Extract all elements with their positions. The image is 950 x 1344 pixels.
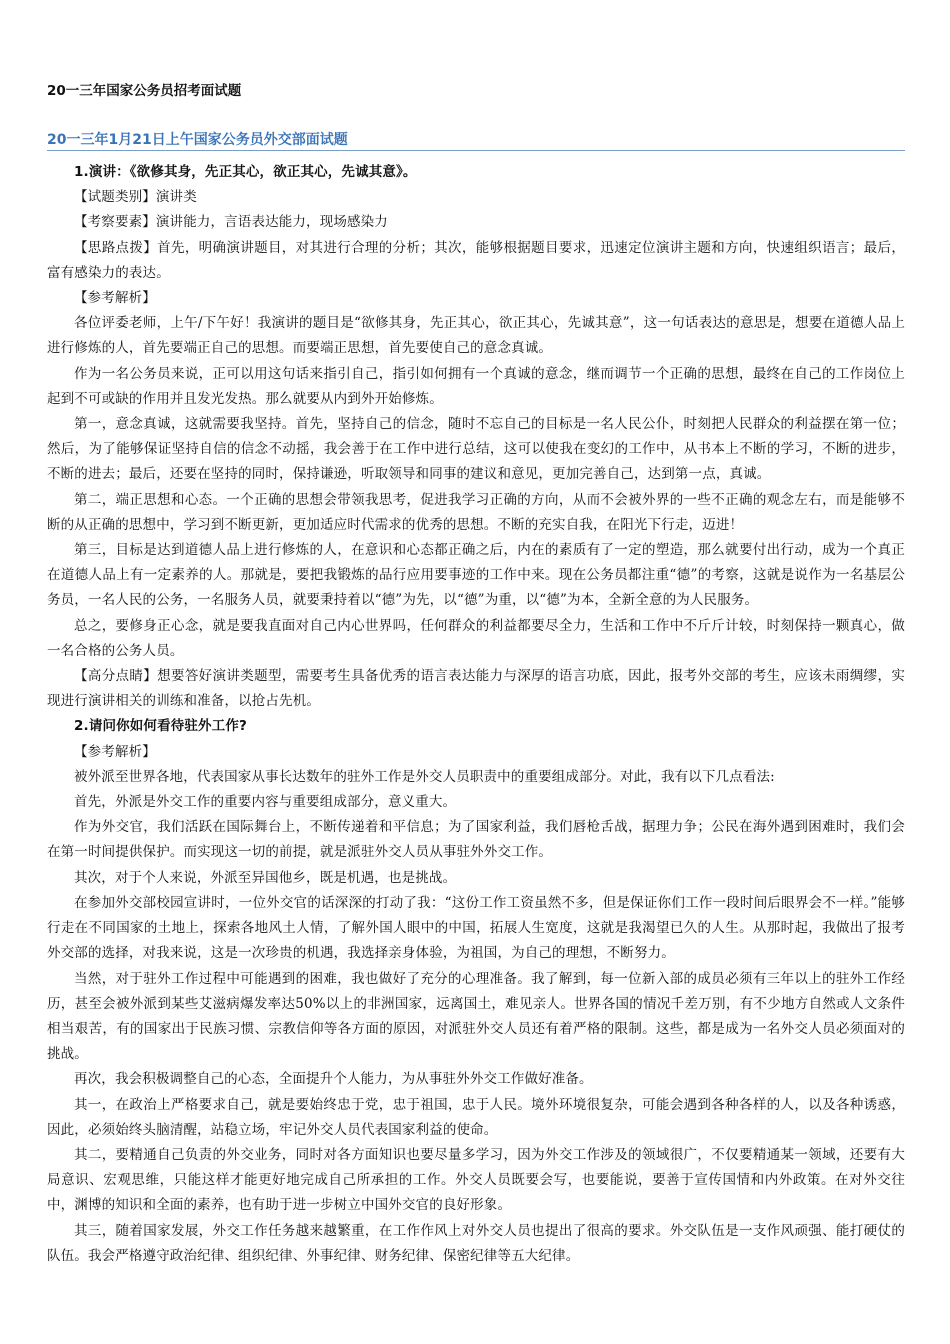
document-title: 20一三年国家公务员招考面试题 [47, 83, 242, 99]
question-heading-2: 2.请问你如何看待驻外工作? [74, 718, 247, 735]
paragraph: 其一，在政治上严格要求自己，就是要始终忠于党，忠于祖国，忠于人民。境外环境很复杂，可能会遇到各种各样的人，以及各种诱惑，因此，必须始终头脑清醒，站稳立场，牢记外交人员代表国家利益的使命。 [47, 1096, 905, 1138]
paragraph: 【高分点睛】想要答好演讲类题型，需要考生具备优秀的语言表达能力与深厚的语言功底，因此，报考外交部的考生，应该未雨绸缪，实现进行演讲相关的训练和准备，以抢占先机。 [47, 668, 905, 710]
paragraph: 【参考解析】 [74, 290, 156, 307]
paragraph: 作为外交官，我们活跃在国际舞台上，不断传递着和平信息；为了国家利益，我们唇枪舌战，据理力争；公民在海外遇到困难时，我们会在第一时间提供保护。而实现这一切的前提，就是派驻外交人员从事驻外外交工作。 [47, 819, 905, 861]
section-heading: 20一三年1月21日上午国家公务员外交部面试题 [47, 132, 348, 148]
question-heading-1: 1.演讲：《欲修其身，先正其心，欲正其心，先诚其意》。 [74, 164, 417, 180]
paragraph: 当然，对于驻外工作过程中可能遇到的困难，我也做好了充分的心理准备。我了解到，每一位新入部的成员必须有三年以上的驻外工作经历，甚至会被外派到某些艾滋病爆发率达50%以上的非洲国家，远离国土，难见亲人。世界各国的情况千差万别，有不少地方自然或人文条件相当艰苦，有的国家出于民族习惯、宗教信仰等各方面的原因，对派驻外交人员还有着严格的限制。这些，都是成为一名外交人员必须面对的挑战。 [47, 970, 905, 1063]
paragraph: 【思路点拨】首先，明确演讲题目，对其进行合理的分析；其次，能够根据题目要求，迅速定位演讲主题和方向，快速组织语言；最后，富有感染力的表达。 [47, 239, 905, 281]
paragraph: 第三，目标是达到道德人品上进行修炼的人，在意识和心态都正确之后，内在的素质有了一定的塑造，那么就要付出行动，成为一个真正在道德人品上有一定素养的人。那就是，要把我锻炼的品行应用要事迹的工作中来。现在公务员都注重“德”的考察，这就是说作为一名基层公务员，一名人民的公务，一名服务人员，就要秉持着以“德”为先，以“德”为重，以“德”为本，全新全意的为人民服务。 [47, 542, 905, 609]
document-body [47, 160, 905, 1269]
paragraph: 【考察要素】演讲能力，言语表达能力，现场感染力 [74, 214, 388, 231]
paragraph: 首先，外派是外交工作的重要内容与重要组成部分，意义重大。 [74, 794, 457, 811]
paragraph: 【试题类别】演讲类 [74, 189, 197, 206]
paragraph: 其三，随着国家发展，外交工作任务越来越繁重，在工作作风上对外交人员也提出了很高的要求。外交队伍是一支作风顽强、能打硬仗的队伍。我会严格遵守政治纪律、组织纪律、外事纪律、财务纪律、保密纪律等五大纪律。 [47, 1222, 905, 1264]
paragraph: 总之，要修身正心念，就是要我直面对自己内心世界吗，任何群众的利益都要尽全力，生活和工作中不斤斤计较，时刻保持一颗真心，做一名合格的公务人员。 [47, 617, 905, 659]
paragraph: 再次，我会积极调整自己的心态，全面提升个人能力，为从事驻外外交工作做好准备。 [74, 1071, 593, 1088]
paragraph: 在参加外交部校园宣讲时，一位外交官的话深深的打动了我：“这份工作工资虽然不多，但是保证你们工作一段时间后眼界会不一样。”能够行走在不同国家的土地上，探索各地风土人情，了解外国人眼中的中国，拓展人生宽度，这就是我渴望已久的人生。从那时起，我做出了报考外交部的选择，对我来说，这是一次珍贵的机遇，我选择亲身体验，为祖国，为自己的理想，不断努力。 [47, 894, 905, 962]
paragraph: 各位评委老师，上午/下午好！我演讲的题目是“欲修其身，先正其心，欲正其心，先诚其意”，这一句话表达的意思是，想要在道德人品上进行修炼的人，首先要端正自己的思想。而要端正思想，首先要使自己的意念真诚。 [47, 315, 905, 357]
paragraph: 【参考解析】 [74, 743, 156, 760]
paragraph: 被外派至世界各地，代表国家从事长达数年的驻外工作是外交人员职责中的重要组成部分。对此，我有以下几点看法: [74, 768, 775, 785]
paragraph: 其二，要精通自己负责的外交业务，同时对各方面知识也要尽量多学习，因为外交工作涉及的领域很广，不仅要精通某一领域，还要有大局意识、宏观思维，只能这样才能更好地完成自己所承担的工作。外交人员既要会写，也要能说，要善于宣传国情和内外政策。在对外交往中，渊博的知识和全面的素养，也有助于进一步树立中国外交官的良好形象。 [47, 1146, 905, 1214]
paragraph: 第一，意念真诚，这就需要我坚持。首先，坚持自己的信念，随时不忘自己的目标是一名人民公仆，时刻把人民群众的利益摆在第一位；然后，为了能够保证坚持自信的信念不动摇，我会善于在工作中进行总结，这可以使我在变幻的工作中，从书本上不断的学习，不断的进步，不断的进去；最后，还要在坚持的同时，保持谦逊，听取领导和同事的建议和意见，更加完善自己，达到第一点，真诚。 [47, 416, 905, 483]
paragraph: 作为一名公务员来说，正可以用这句话来指引自己，指引如何拥有一个真诚的意念，继而调节一个正确的思想，最终在自己的工作岗位上起到不可或缺的作用并且发光发热。那么就要从内到外开始修炼。 [47, 365, 905, 407]
paragraph: 第二，端正思想和心态。一个正确的思想会带领我思考，促进我学习正确的方向，从而不会被外界的一些不正确的观念左右，而是能够不断的从正确的思想中，学习到不断更新，更加适应时代需求的优秀的思想。不断的充实自我，在阳光下行走，迈进！ [47, 491, 905, 533]
section-divider [47, 150, 905, 151]
paragraph: 其次，对于个人来说，外派至异国他乡，既是机遇，也是挑战。 [74, 869, 457, 886]
